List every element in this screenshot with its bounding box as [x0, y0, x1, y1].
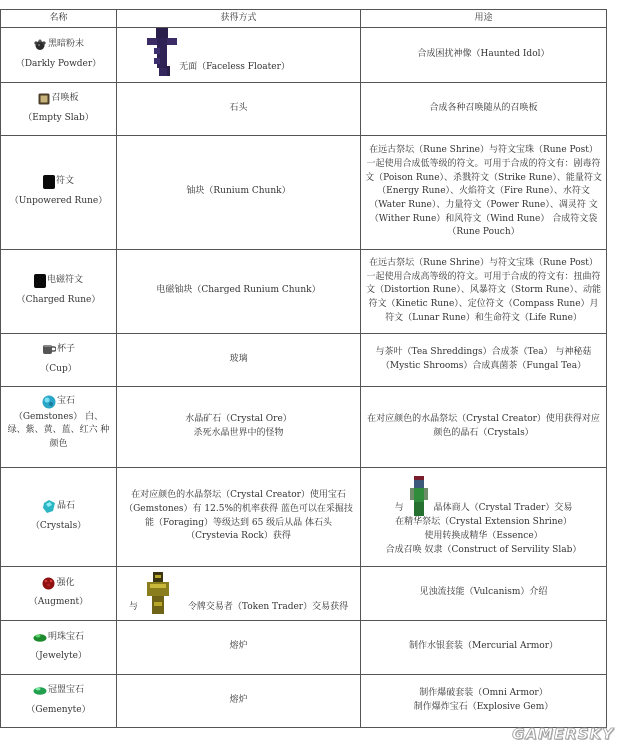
usage-line: 使用转换成精华（Essence） — [424, 530, 543, 541]
crystals-icon — [42, 500, 56, 513]
crystal-trader-npc — [410, 476, 428, 516]
table-row — [1, 674, 607, 727]
acquire-cell: 熔炉 — [117, 620, 361, 674]
item-name-en: （Unpowered Rune） — [9, 196, 108, 207]
item-name-cell — [1, 620, 117, 674]
table-header-row — [1, 10, 607, 28]
item-name-en: （Cup） — [40, 363, 77, 374]
item-name-en: （Darkly Powder） — [15, 58, 102, 69]
items-table — [0, 9, 607, 728]
darkly-powder-icon — [33, 39, 47, 51]
table-row — [1, 467, 607, 566]
item-name-en: （Charged Rune） — [16, 295, 101, 306]
acquire-cell: 电磁铀块（Charged Runium Chunk） — [117, 249, 361, 333]
header-usage: 用途 — [361, 10, 607, 28]
cup-icon — [42, 344, 56, 355]
item-name-cn: 电磁符文 — [46, 275, 83, 286]
item-name-cell — [1, 467, 117, 566]
item-name-cn: 冠盟宝石 — [47, 685, 84, 695]
item-name-cn: 宝石 — [56, 395, 75, 406]
usage-cell: 见浊流技能（Vulcanism）介绍 — [361, 566, 607, 620]
acquire-cell — [117, 386, 361, 467]
acquire-line: 杀死水晶世界中的怪物 — [193, 427, 284, 438]
usage-line: 晶体商人（Crystal Trader）交易 — [433, 503, 573, 514]
table-row — [1, 82, 607, 135]
acquire-cell: 铀块（Runium Chunk） — [117, 135, 361, 249]
item-name-cell — [1, 333, 117, 386]
acquire-cell: 石头 — [117, 82, 361, 135]
acquire-text: 无面（Faceless Floater） — [179, 62, 290, 73]
empty-slab-icon — [38, 93, 50, 105]
acquire-cell: 玻璃 — [117, 333, 361, 386]
usage-cell: 在对应颜色的水晶祭坛（Crystal Creator）使用获得对应颜色的晶石（Crystals） — [361, 386, 607, 467]
usage-cell: 在远古祭坛（Rune Shrine）与符文宝珠（Rune Post）一起使用合成高等级的符文。可用于合成的符文有：扭曲符文（Distortion Rune）、风暴符文（Storm Rune）、动能符文（Kinetic Rune）、定位符文（Compass Rune）月符文（Lunar Rune）和生命符文（Life Rune） — [361, 249, 607, 333]
usage-cell: 制作水银套装（Mercurial Armor） — [361, 620, 607, 674]
usage-line: 制作爆炸宝石（Explosive Gem） — [413, 701, 554, 712]
usage-cell: 与茶叶（Tea Shreddings）合成茶（Tea） 与神秘菇（Mystic Shrooms）合成真菌茶（Fungal Tea） — [361, 333, 607, 386]
item-name-cn: 符文 — [55, 176, 74, 187]
item-name-cn: 召唤板 — [51, 93, 79, 103]
item-name-cell — [1, 386, 117, 467]
acquire-text: 令牌交易者（Token Trader）交易获得 — [187, 601, 349, 612]
charged-rune-icon — [34, 274, 46, 288]
jewelyte-icon — [33, 633, 47, 642]
usage-cell: 合成困扰神像（Haunted Idol） — [361, 28, 607, 83]
item-name-en: （Jewelyte） — [30, 651, 87, 662]
gemenyte-icon — [33, 686, 47, 695]
gemstones-icon — [42, 395, 56, 409]
unpowered-rune-icon — [43, 175, 55, 189]
item-name-en: （Augment） — [28, 597, 89, 608]
item-name-cn: 晶石 — [56, 501, 75, 511]
item-name-en: （Gemenyte） — [26, 704, 91, 715]
faceless-floater-mob — [147, 28, 177, 76]
acquire-cell — [117, 566, 361, 620]
token-trader-npc — [146, 572, 170, 614]
usage-cell — [361, 674, 607, 727]
acquire-cell: 熔炉 — [117, 674, 361, 727]
table-row — [1, 386, 607, 467]
item-name-cell — [1, 28, 117, 83]
gamersky-watermark: GAMERSKY — [512, 725, 614, 743]
table-row — [1, 566, 607, 620]
acquire-cell: 在对应颜色的水晶祭坛（Crystal Creator）使用宝石（Gemstones）有 12.5%的机率获得 蓝色可以在采掘技能（Foraging）等级达到 65 级后从晶 体石头（Crystevia Rock）获得 — [117, 467, 361, 566]
table-row — [1, 28, 607, 83]
item-name-en: （Empty Slab） — [23, 112, 94, 123]
item-name-cn: 黑暗粉末 — [47, 39, 84, 50]
usage-line: 制作爆破套装（Omni Armor） — [419, 688, 548, 698]
item-name-cell — [1, 566, 117, 620]
table-row — [1, 620, 607, 674]
item-name-cn: 强化 — [56, 577, 75, 588]
header-acquire: 获得方式 — [117, 10, 361, 28]
usage-line: 合成召唤 奴隶（Construct of Servility Slab） — [385, 544, 582, 555]
usage-cell: 合成各种召唤随从的召唤板 — [361, 82, 607, 135]
item-name-cell — [1, 135, 117, 249]
usage-cell: 在远古祭坛（Rune Shrine）与符文宝珠（Rune Post）一起使用合成低等级的符文。可用于合成的符文有：剧毒符文（Poison Rune）、杀戮符文（Strike Rune）、能量符文（Energy Rune）、火焰符文（Fire Rune）、水符文（Water Rune）、力量符文（Power Rune）、凋灵符 文（Wither Rune）和风符文（Wind Rune） 合成符文袋（Rune Pouch） — [361, 135, 607, 249]
table-row — [1, 135, 607, 249]
acquire-cell — [117, 28, 361, 83]
item-name-cell — [1, 249, 117, 333]
item-name-cell — [1, 674, 117, 727]
usage-prefix: 与 — [394, 503, 404, 514]
header-name: 名称 — [1, 10, 117, 28]
usage-cell — [361, 467, 607, 566]
item-name-en: （Gemstones） 白、绿、紫、黄、蓝、红六 种颜色 — [7, 411, 110, 450]
item-name-cell — [1, 82, 117, 135]
item-name-en: （Crystals） — [30, 520, 87, 531]
augment-icon — [42, 577, 55, 590]
table-row — [1, 249, 607, 333]
item-name-cn: 杯子 — [56, 344, 75, 354]
table-row — [1, 333, 607, 386]
usage-line: 在精华祭坛（Crystal Extension Shrine） — [395, 517, 572, 528]
item-name-cn: 明珠宝石 — [47, 631, 84, 642]
acquire-line: 水晶矿石（Crystal Ore） — [185, 414, 292, 424]
acquire-prefix: 与 — [128, 601, 138, 612]
